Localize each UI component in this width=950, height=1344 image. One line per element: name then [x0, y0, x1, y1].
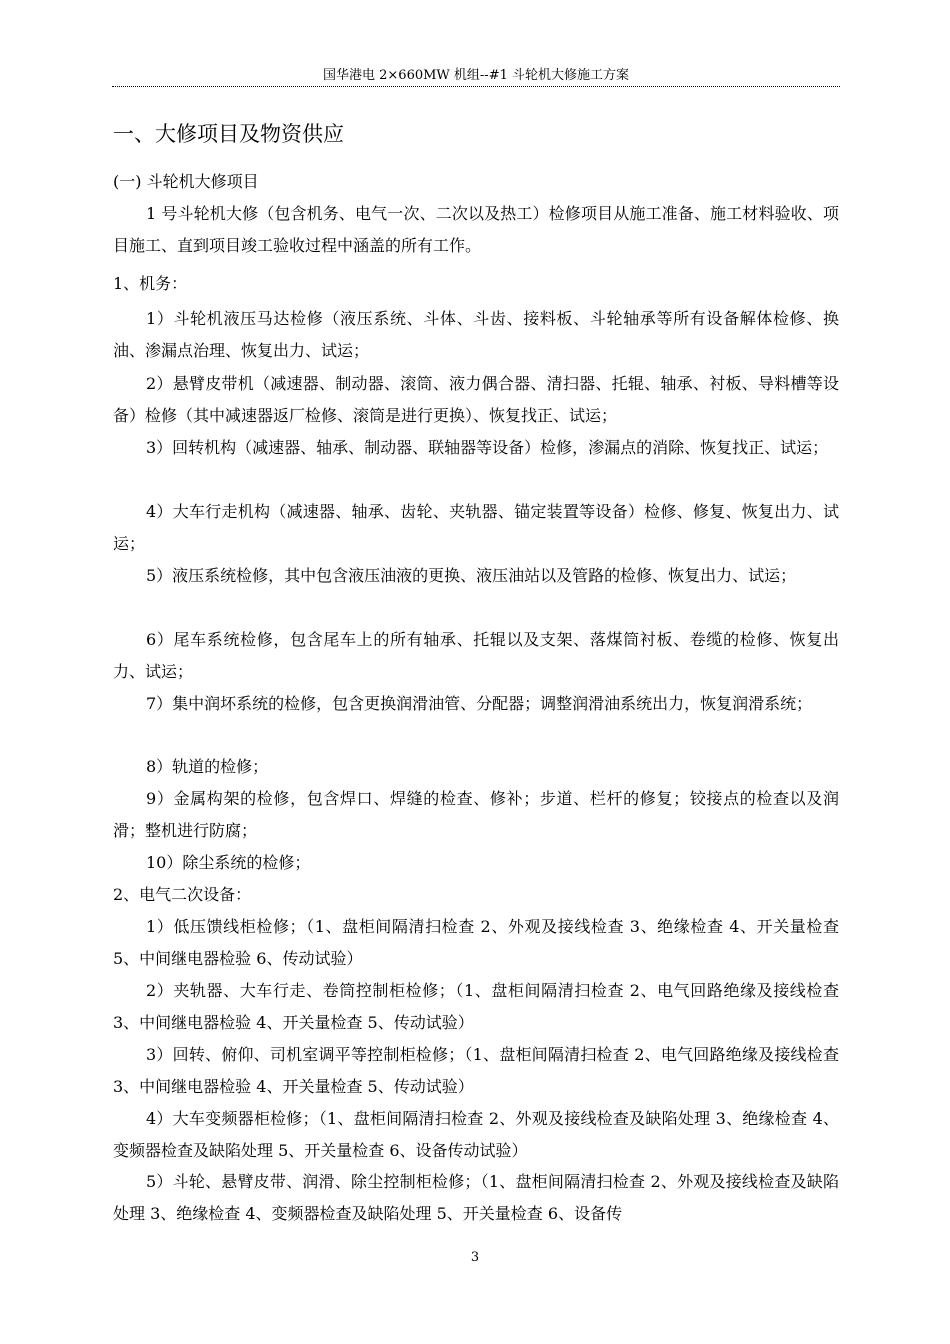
header-rule: [112, 86, 840, 87]
list-item: 3）回转机构（减速器、轴承、制动器、联轴器等设备）检修，渗漏点的消除、恢复找正、试运；: [146, 438, 829, 457]
list-item: 6）尾车系统检修，包含尾车上的所有轴承、托辊以及支架、落煤筒衬板、卷缆的检修、恢复出力、试运；: [113, 630, 839, 681]
subsection-heading: (一) 斗轮机大修项目: [113, 172, 259, 191]
list-item: 4）大车变频器柜检修；（1、盘柜间隔清扫检查 2、外观及接线检查及缺陷处理 3、绝缘检查 4、变频器检查及缺陷处理 5、开关量检查 6、设备传动试验）: [113, 1109, 839, 1160]
section-heading: 一、大修项目及物资供应: [113, 122, 344, 146]
intro-paragraph: 1 号斗轮机大修（包含机务、电气一次、二次以及热工）检修项目从施工准备、施工材料验收、项目施工、直到项目竣工验收过程中涵盖的所有工作。: [113, 204, 839, 255]
list-item: 2）夹轨器、大车行走、卷筒控制柜检修；（1、盘柜间隔清扫检查 2、电气回路绝缘及接线检查 3、中间继电器检验 4、开关量检查 5、传动试验）: [113, 981, 839, 1032]
list-item: 1）低压馈线柜检修；（1、盘柜间隔清扫检查 2、外观及接线检查 3、绝缘检查 4、开关量检查 5、中间继电器检验 6、传动试验）: [113, 917, 839, 968]
list-item: 10）除尘系统的检修；: [146, 853, 311, 872]
list-item: 4）大车行走机构（减速器、轴承、齿轮、夹轨器、锚定装置等设备）检修、修复、恢复出力、试运；: [113, 502, 839, 553]
list-item: 1）斗轮机液压马达检修（液压系统、斗体、斗齿、接料板、斗轮轴承等所有设备解体检修、换油、渗漏点治理、恢复出力、试运；: [113, 309, 839, 360]
list-item: 5）斗轮、悬臂皮带、润滑、除尘控制柜检修；（1、盘柜间隔清扫检查 2、外观及接线检查及缺陷处理 3、绝缘检查 4、变频器检查及缺陷处理 5、开关量检查 6、设备传: [113, 1172, 839, 1223]
list-heading-mechanical: 1、机务：: [113, 274, 188, 293]
list-item: 2）悬臂皮带机（减速器、制动器、滚筒、液力偶合器、清扫器、托辊、轴承、衬板、导料槽等设备）检修（其中减速器返厂检修、滚筒是进行更换）、恢复找正、试运；: [113, 374, 839, 425]
list-item: 8）轨道的检修；: [146, 757, 269, 776]
running-header: 国华港电 2×660MW 机组--#1 斗轮机大修施工方案: [323, 68, 629, 83]
list-item: 5）液压系统检修，其中包含液压油液的更换、液压油站以及管路的检修、恢复出力、试运；: [146, 566, 797, 585]
list-heading-electrical: 2、电气二次设备：: [113, 885, 252, 904]
page-number: 3: [470, 1250, 480, 1265]
list-item: 9）金属构架的检修，包含焊口、焊缝的检查、修补；步道、栏杆的修复；铰接点的检查以及润滑；整机进行防腐；: [113, 789, 839, 840]
list-item: 7）集中润坏系统的检修，包含更换润滑油管、分配器；调整润滑油系统出力，恢复润滑系统；: [146, 694, 813, 713]
list-item: 3）回转、俯仰、司机室调平等控制柜检修；（1、盘柜间隔清扫检查 2、电气回路绝缘及接线检查 3、中间继电器检验 4、开关量检查 5、传动试验）: [113, 1045, 839, 1096]
